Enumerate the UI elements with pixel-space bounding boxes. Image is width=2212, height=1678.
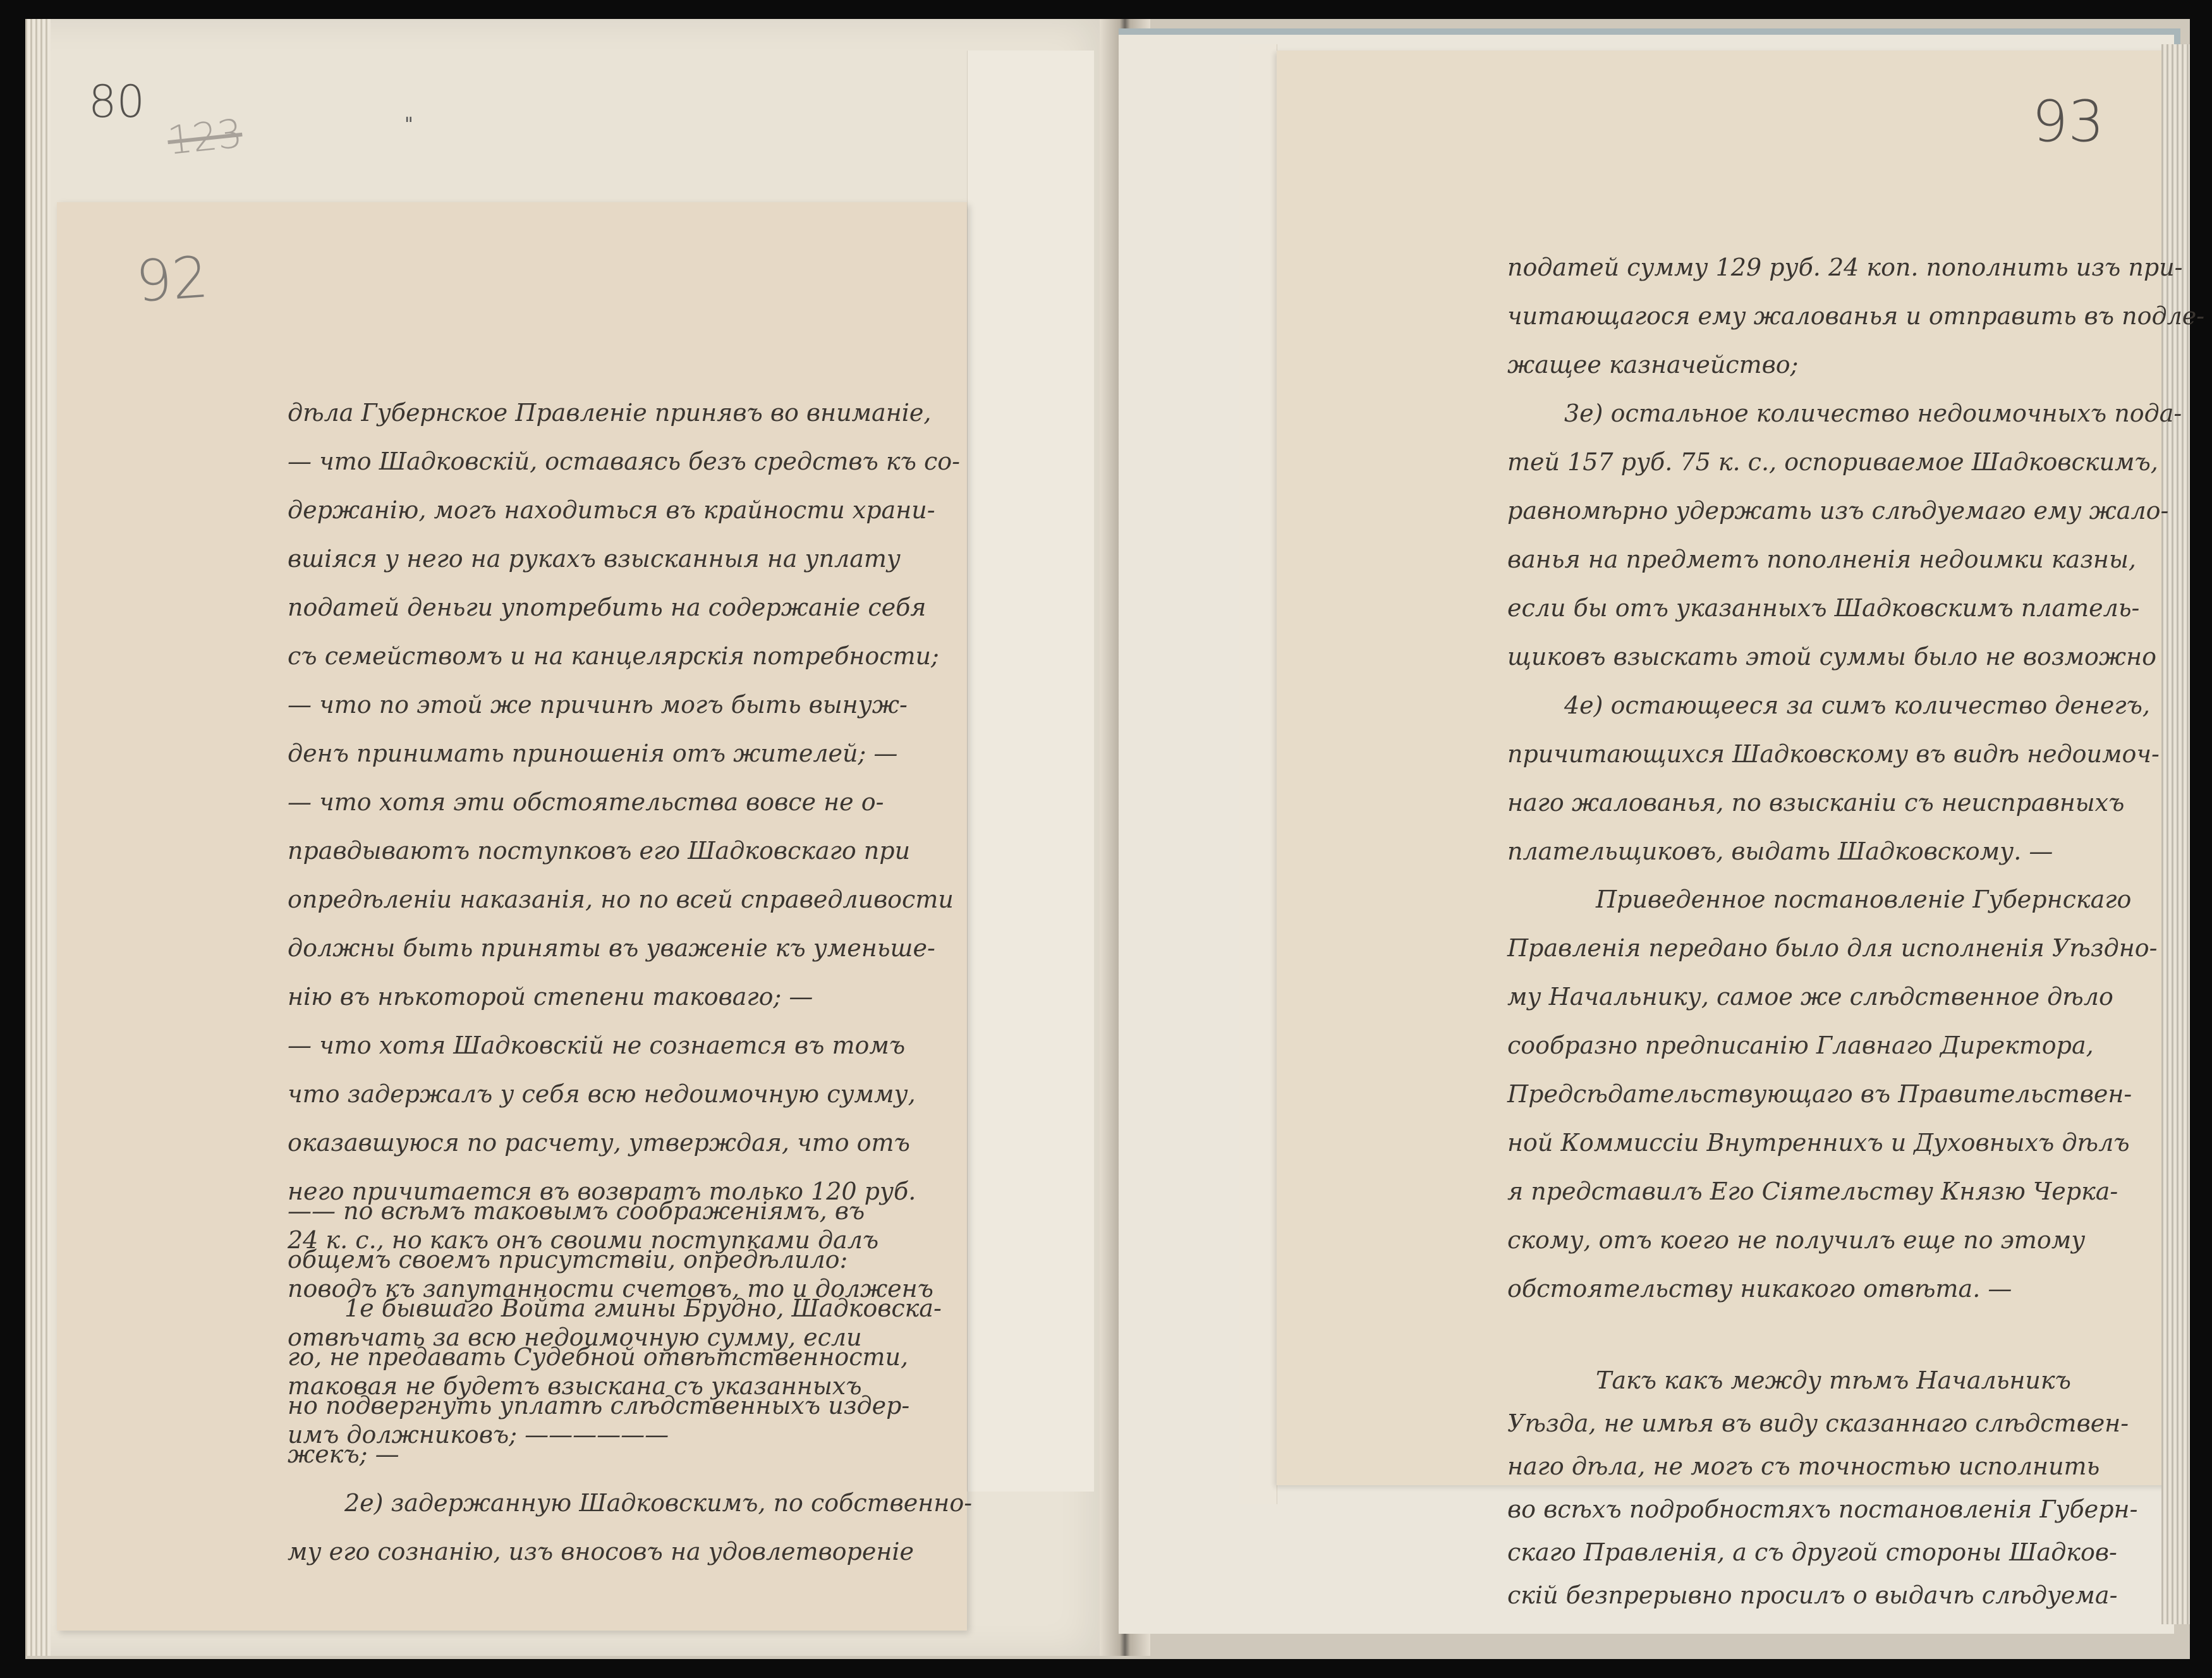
text-line: жекъ; — (288, 1440, 399, 1468)
text-line: я представилъ Его Сіятельству Князю Черка- (1507, 1177, 2118, 1205)
text-line: жащее казначейство; (1507, 351, 1799, 379)
text-line: денъ принимать приношенія отъ жителей; — (288, 739, 898, 767)
text-line: податей деньги употребить на содержаніе себя (288, 593, 927, 621)
text-line: скій безпрерывно просилъ о выдачѣ слѣдуема- (1507, 1581, 2118, 1609)
text-line: 3е) остальное количество недоимочныхъ пода- (1564, 399, 2182, 427)
text-line: Предсѣдательствующаго въ Правительствен- (1507, 1080, 2132, 1108)
left-page-edges (25, 19, 51, 1656)
text-line: съ семействомъ и на канцелярскія потребности; (288, 642, 939, 670)
text-line: Уѣзда, не имѣя въ виду сказаннаго слѣдствен- (1507, 1409, 2129, 1437)
text-line: но подвергнуть уплатѣ слѣдственныхъ издер- (288, 1392, 910, 1420)
text-line: щиковъ взыскать этой суммы было не возможно (1507, 643, 2157, 671)
text-line: му его сознанію, изъ вносовъ на удовлетвореніе (288, 1538, 915, 1566)
text-line: опредѣленіи наказанія, но по всей справедливости (288, 885, 954, 913)
text-line: скому, отъ коего не получилъ еще по этому (1507, 1226, 2086, 1254)
text-line: тей 157 руб. 75 к. с., оспориваемое Шадковскимъ, (1507, 448, 2158, 476)
text-line: читающагося ему жалованья и отправить въ подле- (1507, 302, 2205, 330)
text-line: плательщиковъ, выдать Шадковскому. — (1507, 837, 2053, 865)
text-line: обстоятельству никакого отвѣта. — (1507, 1275, 2012, 1303)
text-line: Приведенное постановленіе Губернскаго (1596, 885, 2132, 913)
text-line: равномѣрно удержать изъ слѣдуемаго ему жало- (1507, 497, 2169, 525)
text-line: таковая не будетъ взыскана съ указанныхъ (288, 1372, 862, 1400)
left-page-resolution-block (288, 1187, 972, 1576)
text-line: го, не предавать Судебной отвѣтственности, (288, 1343, 909, 1371)
text-line: вшіяся у него на рукахъ взысканныя на уплату (288, 545, 901, 573)
text-line: наго жалованья, по взысканіи съ неисправныхъ (1507, 789, 2125, 817)
text-line: 2е) задержанную Шадковскимъ, по собственно- (344, 1489, 973, 1517)
text-line: дѣла Губернское Правленіе принявъ во вниманіе, (288, 399, 932, 427)
text-line: оказавшуюся по расчету, утверждая, что отъ (288, 1129, 910, 1157)
text-line: ванья на предметъ пополненія недоимки казны, (1507, 545, 2136, 573)
folio-number-left-page: 92 (133, 244, 211, 315)
right-page-paragraph-3 (1507, 875, 2157, 1313)
folio-number-struck: 123 (165, 110, 245, 164)
text-line: поводъ къ запутанности счетовъ, то и долженъ (288, 1275, 933, 1303)
small-mark: " (404, 114, 413, 136)
text-line: во всѣхъ подробностяхъ постановленія Губерн- (1507, 1495, 2138, 1523)
right-page-tab (1239, 44, 1277, 1504)
text-line: податей сумму 129 руб. 24 коп. пополнить изъ при- (1507, 253, 2183, 281)
text-line: 4е) остающееся за симъ количество денегъ, (1564, 691, 2150, 719)
text-line: правдываютъ поступковъ его Шадковскаго при (288, 837, 911, 865)
text-line: него причитается въ возвратъ только 120 руб. (288, 1177, 916, 1205)
text-line: отвѣчать за всю недоимочную сумму, если (288, 1323, 862, 1351)
text-line: держанію, могъ находиться въ крайности храни- (288, 496, 935, 524)
folio-number-top-left: 80 (88, 76, 145, 128)
text-line: —— по всѣмъ таковымъ соображеніямъ, въ (288, 1197, 865, 1225)
text-line: сообразно предписанію Главнаго Директора, (1507, 1031, 2094, 1059)
text-line: — что хотя эти обстоятельства вовсе не о- (288, 788, 884, 816)
text-line: скаго Правленія, а съ другой стороны Шадков- (1507, 1538, 2117, 1566)
text-line: — что по этой же причинѣ могъ быть вынуж- (288, 691, 908, 719)
text-line: Такъ какъ между тѣмъ Начальникъ (1596, 1366, 2071, 1394)
right-page-paragraph-2 (1507, 730, 2160, 876)
text-line: должны быть приняты въ уваженіе къ уменьше- (288, 934, 935, 962)
text-line: имъ должниковъ; —————— (288, 1421, 669, 1449)
text-line: общемъ своемъ присутствіи, опредѣлило: (288, 1246, 848, 1274)
text-line: — что Шадковскій, оставаясь безъ средствъ къ со- (288, 447, 961, 475)
text-line: ной Коммиссіи Внутреннихъ и Духовныхъ дѣлъ (1507, 1129, 2130, 1157)
folio-number-right-page: 93 (2032, 88, 2105, 155)
text-line: нію въ нѣкоторой степени таковаго; — (288, 983, 813, 1011)
text-line: причитающихся Шадковскому въ видѣ недоимоч- (1507, 740, 2160, 768)
text-line: Правленія передано было для исполненія Уѣздно- (1507, 934, 2158, 962)
text-line: 1е бывшаго Войта гмины Брудно, Шадковска- (344, 1294, 942, 1322)
left-page-tab (967, 51, 1094, 1492)
right-page-paragraph-4 (1507, 1359, 2137, 1617)
text-line: 24 к. с., но какъ онъ своими поступками далъ (288, 1226, 879, 1254)
text-line: что задержалъ у себя всю недоимочную сумму, (288, 1080, 916, 1108)
text-line: наго дѣла, не могъ съ точностью исполнить (1507, 1452, 2100, 1480)
text-line: му Начальнику, самое же слѣдственное дѣло (1507, 983, 2113, 1011)
text-line: — что хотя Шадковскій не сознается въ томъ (288, 1031, 906, 1059)
text-line: если бы отъ указанныхъ Шадковскимъ платель- (1507, 594, 2140, 622)
right-page-text-block (1507, 243, 2204, 730)
